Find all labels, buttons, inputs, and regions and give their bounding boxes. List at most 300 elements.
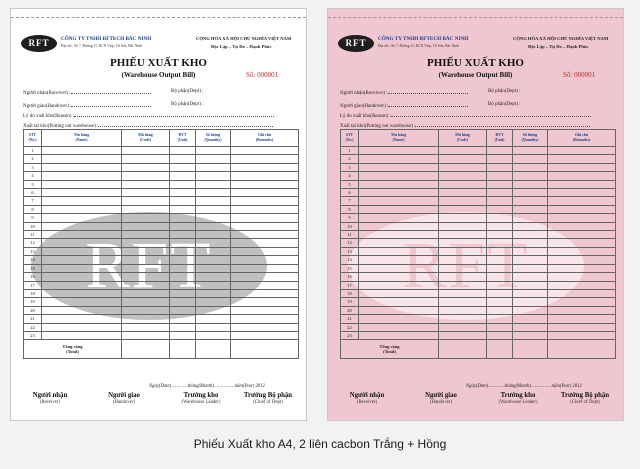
table-cell bbox=[42, 331, 122, 339]
row-number-cell: 3 bbox=[341, 163, 359, 171]
table-cell bbox=[439, 189, 487, 197]
row-number-cell: 9 bbox=[341, 214, 359, 222]
table-cell bbox=[548, 155, 616, 163]
table-cell bbox=[487, 289, 513, 297]
row-number-cell: 9 bbox=[24, 214, 42, 222]
table-cell bbox=[170, 323, 196, 331]
table-cell bbox=[513, 340, 548, 359]
table-row bbox=[341, 189, 616, 197]
date-line: Ngày(Date)…………tháng(Month)……………năm(Year) 2012 bbox=[149, 384, 265, 389]
table-cell bbox=[548, 340, 616, 359]
table-cell bbox=[170, 273, 196, 281]
table-cell bbox=[196, 239, 231, 247]
table-cell bbox=[196, 197, 231, 205]
table-cell bbox=[487, 306, 513, 314]
table-cell bbox=[487, 172, 513, 180]
row-number-cell: 2 bbox=[341, 155, 359, 163]
table-row bbox=[341, 289, 616, 297]
table-cell bbox=[122, 214, 170, 222]
table-cell bbox=[42, 323, 122, 331]
table-cell bbox=[42, 180, 122, 188]
table-cell bbox=[42, 231, 122, 239]
table-cell bbox=[439, 264, 487, 272]
table-cell bbox=[359, 180, 439, 188]
table-cell bbox=[170, 298, 196, 306]
row-number-cell: 6 bbox=[24, 189, 42, 197]
table-header-row bbox=[24, 130, 299, 147]
table-cell bbox=[359, 331, 439, 339]
table-cell bbox=[196, 222, 231, 230]
table-cell bbox=[170, 315, 196, 323]
table-cell bbox=[231, 239, 299, 247]
table-cell bbox=[439, 306, 487, 314]
handover-line bbox=[71, 102, 151, 107]
column-header bbox=[359, 130, 439, 147]
table-cell bbox=[122, 315, 170, 323]
table-cell bbox=[513, 155, 548, 163]
table-cell bbox=[122, 222, 170, 230]
dept-label: Bộ phận(Dept) : bbox=[488, 89, 521, 94]
receiver-line bbox=[388, 89, 468, 94]
table-cell bbox=[231, 214, 299, 222]
table-cell bbox=[196, 323, 231, 331]
table-row bbox=[24, 189, 299, 197]
table-cell bbox=[196, 281, 231, 289]
form-subtitle: (Warehouse Output Bill) bbox=[438, 71, 513, 79]
signature-warehouse-leader bbox=[166, 392, 236, 406]
column-header bbox=[548, 130, 616, 147]
items-table bbox=[23, 129, 299, 359]
table-cell bbox=[231, 331, 299, 339]
table-cell bbox=[42, 247, 122, 255]
table-cell bbox=[42, 281, 122, 289]
column-header-vn: Ghi chú bbox=[258, 133, 271, 138]
table-row bbox=[341, 315, 616, 323]
table-cell bbox=[513, 289, 548, 297]
row-number-cell: 10 bbox=[341, 222, 359, 230]
column-header-vn: STT bbox=[345, 133, 354, 138]
table-cell bbox=[170, 147, 196, 155]
column-header bbox=[341, 130, 359, 147]
total-label: Tổng cộng bbox=[62, 344, 83, 350]
column-header bbox=[231, 130, 299, 147]
column-header bbox=[487, 130, 513, 147]
table-cell bbox=[548, 273, 616, 281]
table-cell bbox=[359, 298, 439, 306]
table-cell bbox=[439, 256, 487, 264]
company-address: Địa chỉ : Số 7, Đường 11, KCN Vsip, Từ Sơn, Bắc Ninh bbox=[378, 44, 459, 48]
signature-subtitle: (Chief of Dept) bbox=[570, 400, 600, 405]
table-cell bbox=[170, 172, 196, 180]
table-row bbox=[341, 163, 616, 171]
table-cell bbox=[231, 323, 299, 331]
table-cell bbox=[487, 247, 513, 255]
table-cell bbox=[359, 189, 439, 197]
table-cell bbox=[196, 214, 231, 222]
table-cell bbox=[548, 306, 616, 314]
table-cell bbox=[513, 205, 548, 213]
table-cell bbox=[196, 298, 231, 306]
perforation-line bbox=[11, 17, 306, 18]
table-cell bbox=[231, 306, 299, 314]
table-cell bbox=[513, 147, 548, 155]
table-row bbox=[341, 306, 616, 314]
table-cell bbox=[170, 189, 196, 197]
column-header-vn: Số lượng bbox=[522, 133, 538, 138]
table-row bbox=[24, 197, 299, 205]
receiver-label: Người nhận(Receiver) : bbox=[340, 91, 388, 96]
form-title: PHIẾU XUẤT KHO bbox=[427, 57, 524, 69]
table-row bbox=[341, 214, 616, 222]
column-header bbox=[170, 130, 196, 147]
table-cell bbox=[359, 281, 439, 289]
receiver-label: Người nhận(Receiver) : bbox=[23, 91, 71, 96]
table-row bbox=[24, 256, 299, 264]
table-row bbox=[341, 147, 616, 155]
table-cell bbox=[231, 315, 299, 323]
table-cell bbox=[359, 205, 439, 213]
warehouse-label: Xuất tại kho(Putting out warehouse) : bbox=[23, 124, 99, 129]
table-cell bbox=[231, 189, 299, 197]
reason-label: Lý do xuất kho(Reason) : bbox=[23, 114, 75, 119]
table-cell bbox=[231, 155, 299, 163]
reason-line bbox=[74, 112, 274, 117]
table-cell bbox=[231, 256, 299, 264]
table-cell bbox=[548, 256, 616, 264]
table-cell bbox=[359, 214, 439, 222]
table-cell bbox=[548, 172, 616, 180]
signature-receiver bbox=[15, 392, 85, 406]
table-row bbox=[341, 231, 616, 239]
row-number-cell: 11 bbox=[24, 231, 42, 239]
column-header-en: (No.) bbox=[345, 138, 354, 142]
table-cell bbox=[170, 247, 196, 255]
column-header bbox=[196, 130, 231, 147]
total-row bbox=[341, 340, 616, 359]
row-number-cell: 16 bbox=[24, 273, 42, 281]
column-header-en: (Quantity) bbox=[204, 138, 222, 142]
column-header-en: (Remarks) bbox=[572, 138, 591, 142]
table-cell bbox=[513, 172, 548, 180]
table-cell bbox=[487, 147, 513, 155]
table-row bbox=[341, 273, 616, 281]
column-header-en: (Unit) bbox=[177, 138, 188, 142]
table-row bbox=[341, 247, 616, 255]
table-cell bbox=[196, 180, 231, 188]
table-cell bbox=[359, 323, 439, 331]
column-header-en: (Remarks) bbox=[255, 138, 274, 142]
table-cell bbox=[439, 214, 487, 222]
table-cell bbox=[196, 315, 231, 323]
table-cell bbox=[170, 155, 196, 163]
table-cell bbox=[231, 298, 299, 306]
table-cell bbox=[122, 323, 170, 331]
table-cell bbox=[122, 189, 170, 197]
table-cell bbox=[548, 289, 616, 297]
handover-line bbox=[388, 102, 468, 107]
row-number-cell: 13 bbox=[341, 247, 359, 255]
column-header-en: (Unit) bbox=[494, 138, 505, 142]
table-cell bbox=[439, 155, 487, 163]
table-cell bbox=[487, 340, 513, 359]
table-cell bbox=[359, 289, 439, 297]
company-logo: RFT bbox=[21, 35, 57, 52]
table-row bbox=[341, 222, 616, 230]
total-label: Tổng cộng bbox=[379, 344, 400, 350]
table-cell bbox=[122, 306, 170, 314]
table-cell bbox=[487, 163, 513, 171]
table-row bbox=[24, 222, 299, 230]
table-row bbox=[24, 273, 299, 281]
table-cell bbox=[231, 289, 299, 297]
table-cell bbox=[439, 205, 487, 213]
table-row bbox=[24, 205, 299, 213]
handover-label: Người giao(Handover) : bbox=[23, 104, 72, 109]
table-cell bbox=[42, 197, 122, 205]
column-header-en: (Name) bbox=[75, 138, 88, 142]
signature-subtitle: (Handover) bbox=[429, 400, 453, 405]
table-cell bbox=[122, 273, 170, 281]
rft-watermark: RFT bbox=[31, 212, 267, 320]
total-label-cell bbox=[341, 340, 439, 359]
table-cell bbox=[122, 281, 170, 289]
table-cell bbox=[548, 197, 616, 205]
table-row bbox=[341, 264, 616, 272]
total-row bbox=[24, 340, 299, 359]
table-cell bbox=[548, 323, 616, 331]
table-cell bbox=[42, 239, 122, 247]
company-address: Địa chỉ : Số 7, Đường 11, KCN Vsip, Từ Sơn, Bắc Ninh bbox=[61, 44, 142, 48]
table-row bbox=[24, 315, 299, 323]
table-row bbox=[24, 172, 299, 180]
signature-subtitle: (Chief of Dept) bbox=[253, 400, 283, 405]
warehouse-field bbox=[23, 122, 273, 129]
table-cell bbox=[513, 222, 548, 230]
signature-title: Trưởng kho bbox=[183, 392, 219, 399]
row-number-cell: 1 bbox=[341, 147, 359, 155]
table-cell bbox=[42, 163, 122, 171]
form-number: Số: 000001 bbox=[246, 71, 279, 79]
table-cell bbox=[122, 147, 170, 155]
table-cell bbox=[170, 231, 196, 239]
republic-heading: CỘNG HÒA XÃ HỘI CHỦ NGHĨA VIỆT NAM bbox=[196, 36, 292, 41]
signature-subtitle: (Warehouse Leader) bbox=[498, 400, 538, 405]
table-cell bbox=[122, 197, 170, 205]
table-cell bbox=[439, 222, 487, 230]
table-row bbox=[341, 197, 616, 205]
form-title: PHIẾU XUẤT KHO bbox=[110, 57, 207, 69]
signature-handover bbox=[406, 392, 476, 406]
signature-title: Trưởng kho bbox=[500, 392, 536, 399]
receiver-field bbox=[340, 89, 468, 96]
table-cell bbox=[548, 264, 616, 272]
table-cell bbox=[439, 247, 487, 255]
row-number-cell: 20 bbox=[341, 306, 359, 314]
table-cell bbox=[439, 180, 487, 188]
table-cell bbox=[439, 231, 487, 239]
table-cell bbox=[439, 340, 487, 359]
table-cell bbox=[42, 222, 122, 230]
table-cell bbox=[196, 247, 231, 255]
table-row bbox=[24, 214, 299, 222]
table-row bbox=[24, 163, 299, 171]
table-cell bbox=[42, 155, 122, 163]
table-cell bbox=[487, 256, 513, 264]
table-cell bbox=[231, 147, 299, 155]
table-cell bbox=[513, 180, 548, 188]
table-cell bbox=[231, 163, 299, 171]
dept-label: Bộ phận(Dept) : bbox=[171, 89, 204, 94]
table-cell bbox=[231, 273, 299, 281]
table-cell bbox=[513, 231, 548, 239]
row-number-cell: 23 bbox=[341, 331, 359, 339]
table-cell bbox=[439, 298, 487, 306]
table-cell bbox=[42, 298, 122, 306]
table-row bbox=[24, 155, 299, 163]
table-cell bbox=[170, 264, 196, 272]
table-cell bbox=[122, 155, 170, 163]
signature-subtitle: (Receiver) bbox=[356, 400, 378, 405]
table-cell bbox=[42, 214, 122, 222]
row-number-cell: 12 bbox=[24, 239, 42, 247]
table-cell bbox=[513, 214, 548, 222]
signature-chief-dept bbox=[550, 392, 620, 406]
table-cell bbox=[513, 273, 548, 281]
table-row bbox=[341, 331, 616, 339]
handover-field bbox=[23, 102, 151, 109]
row-number-cell: 12 bbox=[341, 239, 359, 247]
table-cell bbox=[359, 197, 439, 205]
signature-title: Trưởng Bộ phận bbox=[243, 392, 293, 399]
table-cell bbox=[359, 256, 439, 264]
table-cell bbox=[359, 222, 439, 230]
row-number-cell: 21 bbox=[24, 315, 42, 323]
perforation-line bbox=[328, 17, 623, 18]
table-row bbox=[341, 180, 616, 188]
table-cell bbox=[439, 323, 487, 331]
table-cell bbox=[122, 331, 170, 339]
table-cell bbox=[42, 147, 122, 155]
table-cell bbox=[548, 222, 616, 230]
table-cell bbox=[359, 273, 439, 281]
table-cell bbox=[122, 264, 170, 272]
table-cell bbox=[196, 340, 231, 359]
table-cell bbox=[122, 256, 170, 264]
row-number-cell: 20 bbox=[24, 306, 42, 314]
table-cell bbox=[487, 239, 513, 247]
column-header bbox=[24, 130, 42, 147]
total-label-en: (Total) bbox=[66, 349, 79, 355]
column-header-vn: ĐVT bbox=[178, 133, 187, 138]
table-cell bbox=[359, 172, 439, 180]
table-cell bbox=[170, 163, 196, 171]
reason-line bbox=[391, 112, 591, 117]
warehouse-label: Xuất tại kho(Putting out warehouse) : bbox=[340, 124, 416, 129]
table-cell bbox=[122, 163, 170, 171]
table-cell bbox=[122, 172, 170, 180]
table-cell bbox=[122, 289, 170, 297]
signature-receiver bbox=[332, 392, 402, 406]
row-number-cell: 17 bbox=[24, 281, 42, 289]
row-number-cell: 18 bbox=[24, 289, 42, 297]
reason-label: Lý do xuất kho(Reason) : bbox=[340, 114, 392, 119]
table-row bbox=[341, 239, 616, 247]
signature-subtitle: (Receiver) bbox=[39, 400, 61, 405]
table-row bbox=[24, 289, 299, 297]
national-motto: Độc Lập – Tự Do – Hạnh Phúc bbox=[528, 44, 589, 49]
receiver-dept-field bbox=[488, 89, 521, 94]
table-row bbox=[341, 205, 616, 213]
table-cell bbox=[196, 205, 231, 213]
total-label-en: (Total) bbox=[383, 349, 396, 355]
signature-title: Người nhận bbox=[32, 392, 68, 399]
table-cell bbox=[42, 172, 122, 180]
table-cell bbox=[122, 247, 170, 255]
table-cell bbox=[487, 281, 513, 289]
row-number-cell: 10 bbox=[24, 222, 42, 230]
table-row bbox=[341, 298, 616, 306]
table-cell bbox=[439, 315, 487, 323]
table-cell bbox=[513, 281, 548, 289]
table-cell bbox=[196, 231, 231, 239]
row-number-cell: 8 bbox=[341, 205, 359, 213]
warehouse-line bbox=[98, 122, 273, 127]
column-header bbox=[439, 130, 487, 147]
table-cell bbox=[170, 180, 196, 188]
row-number-cell: 18 bbox=[341, 289, 359, 297]
warehouse-field bbox=[340, 122, 590, 129]
handover-dept-field bbox=[171, 102, 204, 107]
column-header-vn: Tên hàng bbox=[73, 133, 90, 138]
table-cell bbox=[122, 239, 170, 247]
table-cell bbox=[170, 197, 196, 205]
table-cell bbox=[548, 189, 616, 197]
table-cell bbox=[42, 256, 122, 264]
table-cell bbox=[231, 222, 299, 230]
table-cell bbox=[196, 264, 231, 272]
form-subtitle: (Warehouse Output Bill) bbox=[121, 71, 196, 79]
row-number-cell: 15 bbox=[341, 264, 359, 272]
table-cell bbox=[359, 239, 439, 247]
table-row bbox=[24, 264, 299, 272]
column-header-vn: Ghi chú bbox=[575, 133, 588, 138]
table-cell bbox=[170, 281, 196, 289]
row-number-cell: 19 bbox=[341, 298, 359, 306]
table-cell bbox=[231, 180, 299, 188]
table-cell bbox=[548, 214, 616, 222]
table-row bbox=[24, 147, 299, 155]
table-cell bbox=[439, 172, 487, 180]
table-cell bbox=[122, 298, 170, 306]
table-cell bbox=[170, 222, 196, 230]
table-cell bbox=[513, 247, 548, 255]
table-cell bbox=[42, 205, 122, 213]
company-name: CÔNG TY TNHH RFTECH BẮC NINH bbox=[378, 36, 469, 42]
table-cell bbox=[487, 222, 513, 230]
table-cell bbox=[231, 281, 299, 289]
receiver-line bbox=[71, 89, 151, 94]
table-row bbox=[24, 180, 299, 188]
column-header-en: (No.) bbox=[28, 138, 37, 142]
table-cell bbox=[122, 205, 170, 213]
row-number-cell: 19 bbox=[24, 298, 42, 306]
total-label-cell bbox=[24, 340, 122, 359]
table-row bbox=[341, 172, 616, 180]
table-cell bbox=[513, 315, 548, 323]
signature-title: Người giao bbox=[425, 392, 457, 399]
table-cell bbox=[196, 155, 231, 163]
signature-title: Trưởng Bộ phận bbox=[560, 392, 610, 399]
